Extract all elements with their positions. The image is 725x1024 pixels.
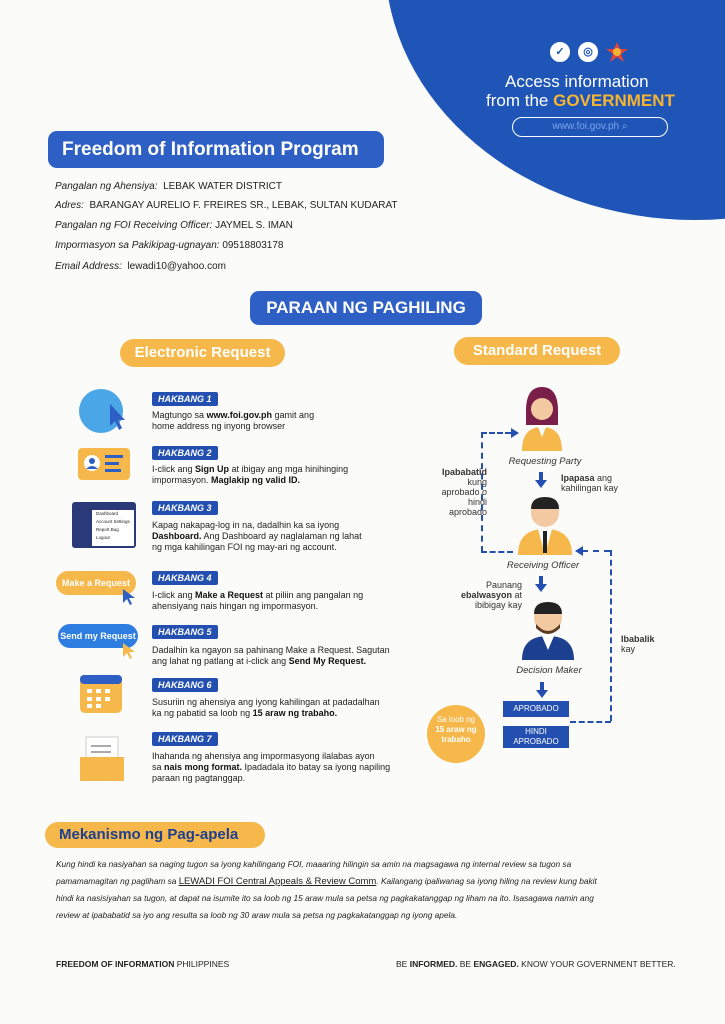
cursor-arrow-icon [122,588,136,611]
step-text: I-click ang Make a Request at piliin ang pangalan ng ahensiyang nais hingan ng impormasyon. [152,590,364,611]
fifteen-days-circle: Sa loob ng 15 araw ng trabaho [427,705,485,763]
send-request-button[interactable]: Send my Request [58,624,138,648]
dashboard-menu-item: Logout [96,535,110,540]
step-text: I-click ang Sign Up at ibigay ang mga hinihinging impormasyon. Maglakip ng valid ID. [152,464,349,485]
page-title: Freedom of Information Program [48,131,384,168]
decision-maker-avatar [520,598,576,660]
pco-seal-icon: ◎ [576,40,600,64]
ipababatid-text: Ipababatid kung aprobado o hindi aprobado [441,467,487,517]
officer-row: Pangalan ng FOI Receiving Officer: JAYMEL S. IMAN [55,220,293,231]
paunang-ebalwasyon-text: Paunang ebalwasyon at ibibigay kay [460,580,522,610]
search-icon: ⌕ [621,121,628,132]
step-text: Susuriin ng ahensiya ang iyong kahilingan at padadalhan ka ng pabatid sa loob ng 15 araw ng trabaho. [152,697,380,718]
dashboard-menu-item: Dashboard [96,511,119,516]
footer-left: FREEDOM OF INFORMATION PHILIPPINES [56,959,230,969]
arrow-down-icon [536,682,548,698]
access-line-2: from the GOVERNMENT [486,91,675,110]
dashed-connector [481,432,511,434]
step-badge: HAKBANG 5 [152,625,218,639]
foi-search-box[interactable]: www.foi.gov.ph ⌕ [512,117,668,137]
standard-request-title: Standard Request [454,337,620,365]
hindi-aprobado-box: HINDI APROBADO [503,726,569,748]
cursor-arrow-icon [122,642,136,665]
dashboard-menu-item: Account Settings [96,519,130,524]
electronic-request-title: Electronic Request [120,339,285,367]
arrow-down-icon [535,472,547,488]
step-badge: HAKBANG 3 [152,501,218,515]
make-request-button[interactable]: Make a Request [56,571,136,595]
calendar-icon [78,671,124,715]
dashboard-screen-icon [72,502,136,548]
philippine-seal-icon [604,40,630,64]
arrow-right-icon [511,428,519,438]
step-badge: HAKBANG 1 [152,392,218,406]
requesting-party-label: Requesting Party [508,456,582,467]
arrow-down-icon [535,576,547,592]
dashed-connector [481,432,483,552]
appeal-title: Mekanismo ng Pag-apela [45,822,265,848]
document-folder-icon [78,735,126,781]
dashboard-menu-item: Report Bug [96,527,119,532]
ipapasa-text: Ipapasa ang kahilingan kay [561,473,619,493]
step-badge: HAKBANG 4 [152,571,218,585]
dashed-connector [481,551,513,553]
step-text: Magtungo sa www.foi.gov.ph gamit ang home address ng inyong browser [152,410,315,431]
ibabalik-text: Ibabalik kay [621,634,655,654]
globe-cursor-icon [78,388,124,434]
contact-row: Impormasyon sa Pakikipag-ugnayan: 09518803178 [55,240,284,251]
dashboard-menu [92,510,134,546]
footer-right: BE INFORMED. BE ENGAGED. KNOW YOUR GOVERNMENT BETTER. [396,959,676,969]
email-row: Email Address: lewadi10@yahoo.com [55,261,226,272]
appeal-paragraph: Kung hindi ka nasiyahan sa naging tugon sa iyong kahilingang FOI, maaaring hilingin sa amin na magsagawa ng internal review sa tugon sa pamamamagitan ng pagliham sa LEWADI FOI Central Appeals & Review Comm. Kailangang ipaliwanag sa iyong hiling na review kung bakit hindi ka nasisiyahan sa tugon, at dapat na isumite ito sa loob ng 15 araw mula sa petsa ng pagkakatanggap ng liham na ito. Isasagawa namin ang review at ipababatid sa iyo ang resulta sa loob ng 30 araw mula sa petsa ng pagkakatanggap ng iyong apela. [56,859,597,920]
aprobado-box: APROBADO [503,701,569,717]
access-line-1: Access information [505,72,649,91]
dashed-connector [582,550,610,552]
agency-address-row: Adres: BARANGAY AURELIO F. FREIRES SR., LEBAK, SULTAN KUDARAT [55,200,398,211]
step-text: Dadalhin ka ngayon sa pahinang Make a Request. Sagutan ang lahat ng patlang at i-click ang Send My Request. [152,645,390,666]
receiving-officer-avatar [516,493,574,555]
requesting-party-avatar [520,385,564,451]
section-title: PARAAN NG PAGHILING [250,291,482,325]
arrow-left-icon [575,546,583,556]
step-text: Kapag nakapag-log in na, dadalhin ka sa iyong Dashboard. Ang Dashboard ay naglalaman ng lahat ng mga kahilingan FOI ng may-ari ng account. [152,520,362,552]
id-card-icon [78,446,132,482]
step-text: Ihahanda ng ahensiya ang impormasyong ilalabas ayon sa nais mong format. Ipadadala ito batay sa iyong napiling paraan ng pagtanggap. [152,751,391,783]
step-badge: HAKBANG 7 [152,732,218,746]
dashed-connector [610,550,612,721]
step-badge: HAKBANG 6 [152,678,218,692]
receiving-officer-label: Receiving Officer [506,560,580,571]
foi-seal-icon: ✓ [548,40,572,64]
agency-name-row: Pangalan ng Ahensiya: LEBAK WATER DISTRICT [55,181,282,192]
decision-maker-label: Decision Maker [516,665,582,676]
dashed-connector [570,721,611,723]
step-badge: HAKBANG 2 [152,446,218,460]
